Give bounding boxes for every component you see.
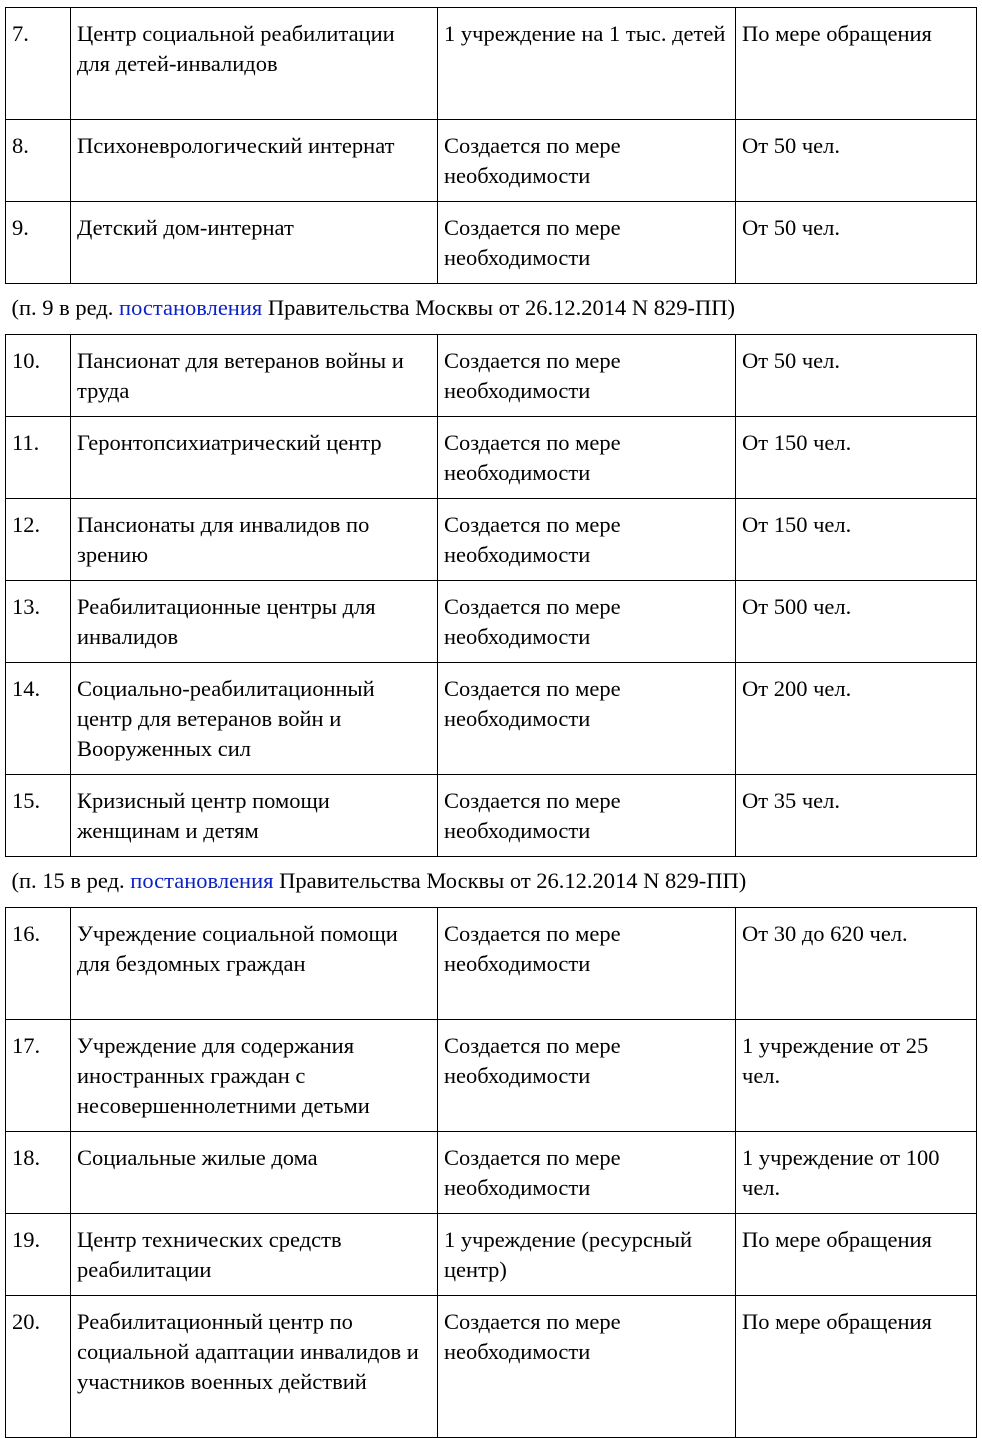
institution-name: Пансионаты для инвалидов по зрению xyxy=(71,499,438,581)
table-row xyxy=(6,581,977,663)
provision-norm: Создается по мере необходимости xyxy=(438,1020,736,1132)
capacity: От 200 чел. xyxy=(736,663,977,775)
capacity: От 50 чел. xyxy=(736,120,977,202)
amendment-note xyxy=(6,857,977,908)
provision-norm: Создается по мере необходимости xyxy=(438,499,736,581)
table-row xyxy=(6,1132,977,1214)
resolution-link[interactable]: постановления xyxy=(130,868,274,893)
row-number: 11. xyxy=(6,417,71,499)
capacity: От 50 чел. xyxy=(736,202,977,284)
institution-name: Центр технических средств реабилитации xyxy=(71,1214,438,1296)
capacity: От 150 чел. xyxy=(736,417,977,499)
capacity: От 150 чел. xyxy=(736,499,977,581)
amendment-note-row xyxy=(6,857,977,908)
row-number: 7. xyxy=(6,8,71,120)
table-row xyxy=(6,120,977,202)
provision-norm: 1 учреждение на 1 тыс. детей xyxy=(438,8,736,120)
row-number: 16. xyxy=(6,908,71,1020)
amendment-note-row xyxy=(6,284,977,335)
institution-name: Пансионат для ветеранов войны и труда xyxy=(71,335,438,417)
note-prefix: (п. 9 в ред. xyxy=(11,295,120,320)
provision-norm: Создается по мере необходимости xyxy=(438,1296,736,1438)
resolution-link[interactable]: постановления xyxy=(119,295,263,320)
capacity: От 35 чел. xyxy=(736,775,977,857)
amendment-note xyxy=(6,284,977,335)
note-suffix: Правительства Москвы от 26.12.2014 N 829-ПП) xyxy=(262,295,736,320)
capacity: По мере обращения xyxy=(736,8,977,120)
institution-name: Реабилитационные центры для инвалидов xyxy=(71,581,438,663)
table-row xyxy=(6,908,977,1020)
row-number: 8. xyxy=(6,120,71,202)
institution-name: Психоневрологический интернат xyxy=(71,120,438,202)
row-number: 13. xyxy=(6,581,71,663)
institution-name: Геронтопсихиатрический центр xyxy=(71,417,438,499)
provision-norm: Создается по мере необходимости xyxy=(438,120,736,202)
row-number: 20. xyxy=(6,1296,71,1438)
table-row xyxy=(6,499,977,581)
institution-name: Учреждение социальной помощи для бездомных граждан xyxy=(71,908,438,1020)
institution-name: Центр социальной реабилитации для детей-инвалидов xyxy=(71,8,438,120)
table-row xyxy=(6,663,977,775)
institution-name: Кризисный центр помощи женщинам и детям xyxy=(71,775,438,857)
capacity: От 30 до 620 чел. xyxy=(736,908,977,1020)
provision-norm: Создается по мере необходимости xyxy=(438,663,736,775)
row-number: 17. xyxy=(6,1020,71,1132)
provision-norm: Создается по мере необходимости xyxy=(438,581,736,663)
institution-name: Детский дом-интернат xyxy=(71,202,438,284)
institution-name: Реабилитационный центр по социальной адаптации инвалидов и участников военных действий xyxy=(71,1296,438,1438)
provision-norm: Создается по мере необходимости xyxy=(438,417,736,499)
note-prefix: (п. 15 в ред. xyxy=(11,868,131,893)
table-row xyxy=(6,1296,977,1438)
row-number: 19. xyxy=(6,1214,71,1296)
row-number: 12. xyxy=(6,499,71,581)
capacity: По мере обращения xyxy=(736,1214,977,1296)
capacity: 1 учреждение от 100 чел. xyxy=(736,1132,977,1214)
provision-norm: Создается по мере необходимости xyxy=(438,335,736,417)
provision-norm: 1 учреждение (ресурсный центр) xyxy=(438,1214,736,1296)
row-number: 18. xyxy=(6,1132,71,1214)
institution-name: Социально-реабилитационный центр для ветеранов войн и Вооруженных сил xyxy=(71,663,438,775)
table-row xyxy=(6,1020,977,1132)
row-number: 15. xyxy=(6,775,71,857)
row-number: 9. xyxy=(6,202,71,284)
provision-norm: Создается по мере необходимости xyxy=(438,775,736,857)
capacity: От 500 чел. xyxy=(736,581,977,663)
row-number: 14. xyxy=(6,663,71,775)
table-row xyxy=(6,417,977,499)
row-number: 10. xyxy=(6,335,71,417)
institutions-table xyxy=(5,7,977,1438)
capacity: От 50 чел. xyxy=(736,335,977,417)
institution-name: Учреждение для содержания иностранных граждан с несовершеннолетними детьми xyxy=(71,1020,438,1132)
table-row xyxy=(6,335,977,417)
capacity: По мере обращения xyxy=(736,1296,977,1438)
table-row xyxy=(6,1214,977,1296)
provision-norm: Создается по мере необходимости xyxy=(438,908,736,1020)
provision-norm: Создается по мере необходимости xyxy=(438,202,736,284)
table-row xyxy=(6,8,977,120)
note-suffix: Правительства Москвы от 26.12.2014 N 829-ПП) xyxy=(273,868,747,893)
capacity: 1 учреждение от 25 чел. xyxy=(736,1020,977,1132)
table-row xyxy=(6,202,977,284)
provision-norm: Создается по мере необходимости xyxy=(438,1132,736,1214)
table-row xyxy=(6,775,977,857)
institution-name: Социальные жилые дома xyxy=(71,1132,438,1214)
